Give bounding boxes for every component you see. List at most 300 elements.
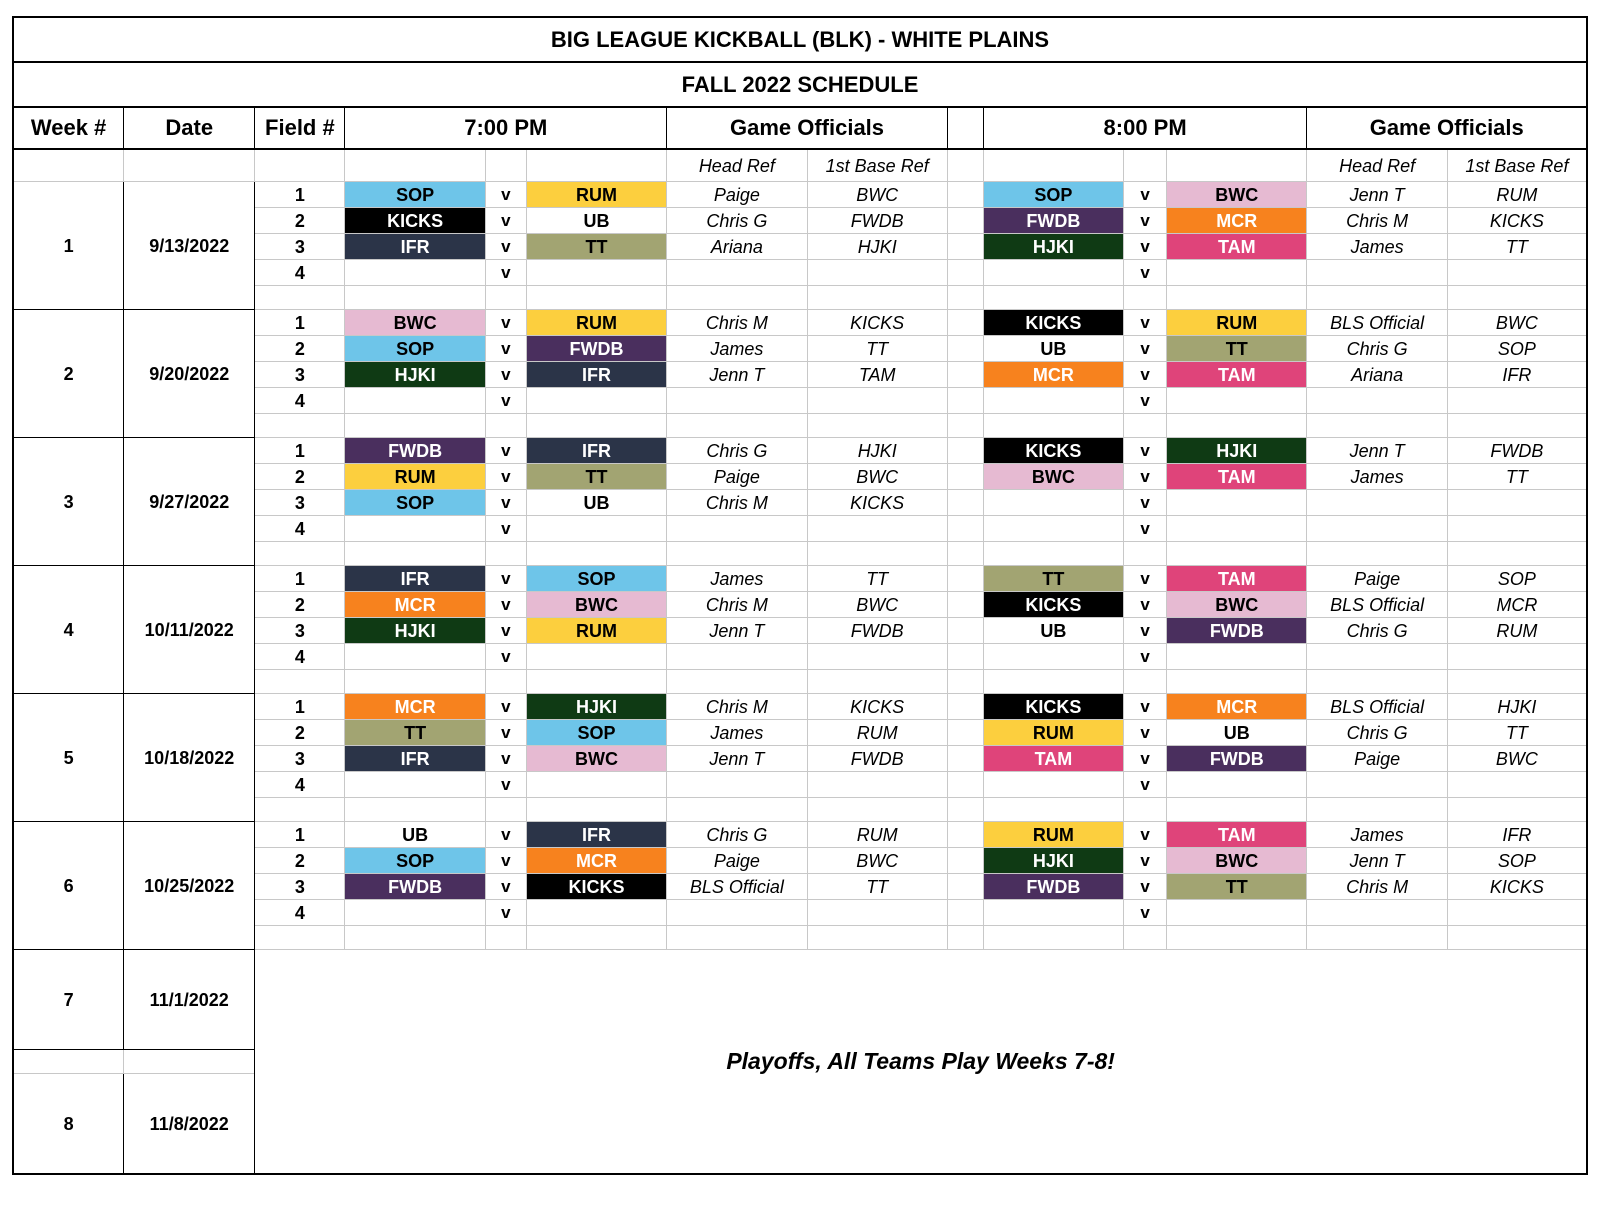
team-8pm-home: UB: [983, 618, 1123, 644]
spacer-cell: [983, 542, 1123, 566]
spacer-cell: [526, 926, 666, 950]
team-7pm-home: [345, 772, 485, 798]
vs-label: v: [1124, 464, 1167, 490]
team-7pm-away: [526, 260, 666, 286]
team-8pm-home: FWDB: [983, 874, 1123, 900]
spacer-cell: [1167, 414, 1307, 438]
vs-label: v: [1124, 182, 1167, 208]
team-7pm-home: MCR: [345, 694, 485, 720]
team-7pm-home: FWDB: [345, 874, 485, 900]
head-ref-8pm: BLS Official: [1307, 310, 1447, 336]
head-ref-7pm: Chris M: [667, 694, 807, 720]
spacer-cell: [947, 798, 983, 822]
spacer-cell: [1307, 926, 1447, 950]
head-ref-7pm: [667, 516, 807, 542]
team-7pm-home: [345, 260, 485, 286]
team-7pm-away: HJKI: [526, 694, 666, 720]
spacer-cell: [983, 798, 1123, 822]
week-date: 9/27/2022: [124, 438, 255, 566]
first-base-ref-8pm: KICKS: [1447, 874, 1587, 900]
subheader-empty: [983, 149, 1123, 182]
team-8pm-home: UB: [983, 336, 1123, 362]
spacer-cell: [13, 1050, 124, 1074]
team-8pm-home: KICKS: [983, 592, 1123, 618]
vs-label: v: [485, 362, 526, 388]
team-7pm-away: MCR: [526, 848, 666, 874]
team-7pm-home: SOP: [345, 490, 485, 516]
head-ref-7pm: [667, 900, 807, 926]
subheader-empty: [485, 149, 526, 182]
head-ref-7pm: Chris M: [667, 490, 807, 516]
spacer-cell: [255, 670, 345, 694]
team-8pm-away: TAM: [1167, 464, 1307, 490]
team-8pm-home: RUM: [983, 720, 1123, 746]
officials-8pm-header: Game Officials: [1307, 107, 1587, 149]
first-base-ref-8pm: [1447, 388, 1587, 414]
vs-label: v: [485, 592, 526, 618]
head-ref-7pm: Paige: [667, 464, 807, 490]
field-number: 2: [255, 848, 345, 874]
spacer-cell: [947, 542, 983, 566]
spacer-cell: [485, 798, 526, 822]
spacer-cell: [947, 286, 983, 310]
field-number: 3: [255, 746, 345, 772]
week-number: 2: [13, 310, 124, 438]
team-8pm-away: [1167, 772, 1307, 798]
week-header: Week #: [13, 107, 124, 149]
spacer-cell: [485, 542, 526, 566]
spacer-cell: [947, 926, 983, 950]
team-7pm-away: RUM: [526, 182, 666, 208]
column-spacer: [947, 464, 983, 490]
team-8pm-away: FWDB: [1167, 618, 1307, 644]
first-base-ref-7pm: HJKI: [807, 234, 947, 260]
vs-label: v: [1124, 234, 1167, 260]
first-base-ref-7pm: [807, 772, 947, 798]
team-7pm-home: UB: [345, 822, 485, 848]
column-spacer: [947, 848, 983, 874]
team-7pm-home: IFR: [345, 566, 485, 592]
field-number: 4: [255, 260, 345, 286]
field-number: 3: [255, 490, 345, 516]
field-number: 1: [255, 182, 345, 208]
vs-label: v: [1124, 746, 1167, 772]
spacer-cell: [983, 926, 1123, 950]
head-ref-8pm: Jenn T: [1307, 182, 1447, 208]
head-ref-8pm: Paige: [1307, 746, 1447, 772]
subheader-empty: [255, 149, 345, 182]
team-8pm-away: TAM: [1167, 234, 1307, 260]
team-8pm-home: TT: [983, 566, 1123, 592]
team-8pm-home: SOP: [983, 182, 1123, 208]
team-8pm-home: BWC: [983, 464, 1123, 490]
team-8pm-away: FWDB: [1167, 746, 1307, 772]
team-8pm-home: KICKS: [983, 310, 1123, 336]
team-8pm-home: [983, 260, 1123, 286]
team-7pm-away: IFR: [526, 362, 666, 388]
spacer-cell: [526, 414, 666, 438]
spacer-cell: [255, 414, 345, 438]
head-ref-7pm: Chris G: [667, 208, 807, 234]
vs-label: v: [485, 464, 526, 490]
first-base-ref-8pm: TT: [1447, 720, 1587, 746]
field-number: 3: [255, 234, 345, 260]
vs-label: v: [485, 694, 526, 720]
head-ref-7pm: BLS Official: [667, 874, 807, 900]
week-date: 11/1/2022: [124, 950, 255, 1050]
first-base-ref-8pm: FWDB: [1447, 438, 1587, 464]
vs-label: v: [1124, 822, 1167, 848]
team-8pm-away: [1167, 516, 1307, 542]
first-base-ref-7pm: RUM: [807, 720, 947, 746]
schedule-subtitle: FALL 2022 SCHEDULE: [13, 62, 1587, 107]
spacer-cell: [526, 798, 666, 822]
spacer-cell: [1124, 286, 1167, 310]
head-ref-header-7pm: Head Ref: [667, 149, 807, 182]
week-date: 10/25/2022: [124, 822, 255, 950]
first-base-ref-7pm: FWDB: [807, 746, 947, 772]
spacer-cell: [947, 414, 983, 438]
spacer-cell: [255, 798, 345, 822]
head-ref-8pm: [1307, 900, 1447, 926]
team-7pm-away: UB: [526, 490, 666, 516]
first-base-ref-8pm: MCR: [1447, 592, 1587, 618]
team-8pm-home: [983, 516, 1123, 542]
subheader-empty: [345, 149, 485, 182]
vs-label: v: [485, 490, 526, 516]
first-base-ref-7pm: FWDB: [807, 208, 947, 234]
first-base-ref-7pm: KICKS: [807, 694, 947, 720]
team-7pm-home: MCR: [345, 592, 485, 618]
vs-label: v: [485, 516, 526, 542]
column-spacer: [947, 490, 983, 516]
schedule-sheet: [12, 16, 1588, 1175]
first-base-ref-7pm: [807, 260, 947, 286]
column-spacer: [947, 208, 983, 234]
head-ref-8pm: Ariana: [1307, 362, 1447, 388]
playoff-week-row: [13, 950, 1587, 1050]
field-number: 3: [255, 362, 345, 388]
team-7pm-home: IFR: [345, 234, 485, 260]
vs-label: v: [485, 644, 526, 670]
column-spacer: [947, 900, 983, 926]
vs-label: v: [485, 388, 526, 414]
first-base-ref-8pm: KICKS: [1447, 208, 1587, 234]
vs-label: v: [1124, 388, 1167, 414]
spacer-cell: [1447, 798, 1587, 822]
first-base-ref-8pm: IFR: [1447, 362, 1587, 388]
vs-label: v: [1124, 516, 1167, 542]
team-7pm-away: KICKS: [526, 874, 666, 900]
table-row: [13, 694, 1587, 720]
column-spacer: [947, 874, 983, 900]
team-8pm-home: TAM: [983, 746, 1123, 772]
vs-label: v: [1124, 874, 1167, 900]
field-number: 2: [255, 336, 345, 362]
spacer-cell: [807, 286, 947, 310]
head-ref-8pm: [1307, 490, 1447, 516]
column-spacer: [947, 694, 983, 720]
team-8pm-home: KICKS: [983, 438, 1123, 464]
first-base-ref-7pm: RUM: [807, 822, 947, 848]
vs-label: v: [485, 720, 526, 746]
team-7pm-away: FWDB: [526, 336, 666, 362]
spacer-cell: [485, 926, 526, 950]
spacer-cell: [124, 1050, 255, 1074]
field-number: 4: [255, 772, 345, 798]
first-base-ref-7pm: TAM: [807, 362, 947, 388]
vs-label: v: [1124, 208, 1167, 234]
vs-label: v: [485, 822, 526, 848]
team-7pm-away: SOP: [526, 720, 666, 746]
head-ref-8pm: BLS Official: [1307, 592, 1447, 618]
field-number: 2: [255, 592, 345, 618]
column-spacer: [947, 388, 983, 414]
team-7pm-home: [345, 388, 485, 414]
head-ref-8pm: James: [1307, 234, 1447, 260]
first-base-ref-7pm: BWC: [807, 182, 947, 208]
week-date: 9/20/2022: [124, 310, 255, 438]
column-spacer: [947, 644, 983, 670]
column-spacer: [947, 822, 983, 848]
team-8pm-home: KICKS: [983, 694, 1123, 720]
team-7pm-home: FWDB: [345, 438, 485, 464]
first-base-ref-8pm: RUM: [1447, 182, 1587, 208]
time-8pm-header: 8:00 PM: [983, 107, 1307, 149]
subheader-empty: [1124, 149, 1167, 182]
spacer-cell: [983, 414, 1123, 438]
column-spacer: [947, 618, 983, 644]
head-ref-7pm: Chris G: [667, 822, 807, 848]
team-8pm-home: MCR: [983, 362, 1123, 388]
team-8pm-away: MCR: [1167, 694, 1307, 720]
first-base-ref-7pm: [807, 900, 947, 926]
title-row: [13, 17, 1587, 62]
team-8pm-away: HJKI: [1167, 438, 1307, 464]
head-ref-7pm: James: [667, 336, 807, 362]
head-ref-7pm: [667, 772, 807, 798]
team-8pm-home: FWDB: [983, 208, 1123, 234]
team-7pm-away: UB: [526, 208, 666, 234]
team-7pm-away: RUM: [526, 618, 666, 644]
week-date: 10/11/2022: [124, 566, 255, 694]
first-base-ref-7pm: BWC: [807, 848, 947, 874]
team-7pm-away: [526, 516, 666, 542]
vs-label: v: [485, 618, 526, 644]
team-7pm-away: TT: [526, 464, 666, 490]
first-base-ref-8pm: IFR: [1447, 822, 1587, 848]
spacer-cell: [667, 414, 807, 438]
team-7pm-away: BWC: [526, 746, 666, 772]
column-spacer: [947, 182, 983, 208]
head-ref-7pm: Chris G: [667, 438, 807, 464]
spacer-cell: [1447, 286, 1587, 310]
vs-label: v: [485, 772, 526, 798]
column-spacer: [947, 720, 983, 746]
head-ref-7pm: [667, 644, 807, 670]
field-header: Field #: [255, 107, 345, 149]
head-ref-7pm: James: [667, 720, 807, 746]
first-base-ref-8pm: SOP: [1447, 566, 1587, 592]
team-7pm-home: RUM: [345, 464, 485, 490]
spacer-cell: [667, 926, 807, 950]
spacer-cell: [983, 286, 1123, 310]
vs-label: v: [485, 310, 526, 336]
team-7pm-away: [526, 772, 666, 798]
week-number: 8: [13, 1074, 124, 1175]
team-7pm-home: KICKS: [345, 208, 485, 234]
first-base-ref-7pm: [807, 516, 947, 542]
team-8pm-away: TAM: [1167, 822, 1307, 848]
vs-label: v: [1124, 362, 1167, 388]
column-spacer: [947, 516, 983, 542]
spacer-cell: [1307, 670, 1447, 694]
column-spacer: [947, 310, 983, 336]
spacer-cell: [667, 798, 807, 822]
team-8pm-home: [983, 900, 1123, 926]
field-number: 2: [255, 464, 345, 490]
vs-label: v: [1124, 490, 1167, 516]
head-ref-8pm: Chris G: [1307, 720, 1447, 746]
first-base-ref-8pm: TT: [1447, 234, 1587, 260]
vs-label: v: [485, 848, 526, 874]
vs-label: v: [1124, 694, 1167, 720]
first-base-ref-7pm: TT: [807, 566, 947, 592]
spacer-cell: [345, 542, 485, 566]
head-ref-7pm: Paige: [667, 182, 807, 208]
schedule-table: [12, 16, 1588, 1175]
table-row: [13, 822, 1587, 848]
first-base-ref-8pm: SOP: [1447, 336, 1587, 362]
team-8pm-away: UB: [1167, 720, 1307, 746]
vs-label: v: [1124, 336, 1167, 362]
vs-label: v: [1124, 772, 1167, 798]
week-number: 6: [13, 822, 124, 950]
vs-label: v: [485, 182, 526, 208]
table-row: [13, 182, 1587, 208]
team-7pm-home: TT: [345, 720, 485, 746]
team-7pm-away: TT: [526, 234, 666, 260]
team-7pm-home: [345, 900, 485, 926]
subheader-row: [13, 149, 1587, 182]
officials-7pm-header: Game Officials: [667, 107, 948, 149]
spacer-cell: [345, 286, 485, 310]
team-8pm-home: HJKI: [983, 234, 1123, 260]
spacer-cell: [1447, 926, 1587, 950]
team-8pm-away: BWC: [1167, 182, 1307, 208]
first-base-ref-7pm: [807, 388, 947, 414]
vs-label: v: [485, 208, 526, 234]
team-8pm-away: [1167, 644, 1307, 670]
spacer-cell: [947, 670, 983, 694]
week-number: 5: [13, 694, 124, 822]
field-number: 1: [255, 310, 345, 336]
week-date: 9/13/2022: [124, 182, 255, 310]
head-ref-8pm: James: [1307, 822, 1447, 848]
spacer-cell: [485, 414, 526, 438]
vs-label: v: [1124, 720, 1167, 746]
column-spacer: [947, 260, 983, 286]
spacer-cell: [526, 670, 666, 694]
vs-label: v: [1124, 848, 1167, 874]
spacer-cell: [255, 926, 345, 950]
head-ref-8pm: [1307, 516, 1447, 542]
field-number: 1: [255, 694, 345, 720]
head-ref-7pm: Chris M: [667, 592, 807, 618]
first-base-ref-7pm: BWC: [807, 464, 947, 490]
spacer-cell: [1167, 542, 1307, 566]
vs-label: v: [485, 900, 526, 926]
spacer-cell: [345, 926, 485, 950]
spacer-cell: [1167, 670, 1307, 694]
team-8pm-home: [983, 644, 1123, 670]
head-ref-8pm: James: [1307, 464, 1447, 490]
team-8pm-away: TAM: [1167, 362, 1307, 388]
spacer-cell: [983, 670, 1123, 694]
vs-label: v: [1124, 260, 1167, 286]
subheader-empty: [1167, 149, 1307, 182]
spacer-cell: [526, 286, 666, 310]
head-ref-7pm: [667, 388, 807, 414]
field-number: 3: [255, 618, 345, 644]
team-7pm-away: [526, 900, 666, 926]
first-base-ref-8pm: BWC: [1447, 310, 1587, 336]
head-ref-7pm: Ariana: [667, 234, 807, 260]
field-number: 1: [255, 438, 345, 464]
first-base-ref-8pm: RUM: [1447, 618, 1587, 644]
spacer-cell: [1167, 926, 1307, 950]
team-7pm-away: IFR: [526, 822, 666, 848]
playoff-note: Playoffs, All Teams Play Weeks 7-8!: [255, 950, 1587, 1175]
spacer-cell: [1124, 414, 1167, 438]
schedule-title: BIG LEAGUE KICKBALL (BLK) - WHITE PLAINS: [13, 17, 1587, 62]
spacer-cell: [1307, 542, 1447, 566]
spacer-cell: [345, 670, 485, 694]
first-base-ref-8pm: [1447, 260, 1587, 286]
spacer-cell: [1447, 670, 1587, 694]
week-date: 11/8/2022: [124, 1074, 255, 1175]
spacer-cell: [667, 670, 807, 694]
spacer-cell: [1124, 670, 1167, 694]
vs-label: v: [1124, 644, 1167, 670]
field-number: 1: [255, 822, 345, 848]
first-base-ref-8pm: [1447, 900, 1587, 926]
spacer-cell: [1447, 414, 1587, 438]
vs-label: v: [1124, 900, 1167, 926]
spacer-cell: [1307, 286, 1447, 310]
head-ref-header-8pm: Head Ref: [1307, 149, 1447, 182]
spacer-cell: [807, 542, 947, 566]
week-number: 7: [13, 950, 124, 1050]
column-spacer: [947, 438, 983, 464]
vs-label: v: [485, 336, 526, 362]
first-base-ref-7pm: FWDB: [807, 618, 947, 644]
head-ref-8pm: [1307, 260, 1447, 286]
team-8pm-away: TAM: [1167, 566, 1307, 592]
head-ref-8pm: [1307, 388, 1447, 414]
vs-label: v: [485, 438, 526, 464]
first-base-ref-7pm: HJKI: [807, 438, 947, 464]
week-number: 3: [13, 438, 124, 566]
first-base-ref-header-8pm: 1st Base Ref: [1447, 149, 1587, 182]
vs-label: v: [1124, 310, 1167, 336]
spacer-cell: [345, 798, 485, 822]
spacer-cell: [667, 286, 807, 310]
team-8pm-away: TT: [1167, 874, 1307, 900]
team-7pm-away: [526, 388, 666, 414]
team-8pm-away: BWC: [1167, 592, 1307, 618]
spacer-cell: [485, 670, 526, 694]
